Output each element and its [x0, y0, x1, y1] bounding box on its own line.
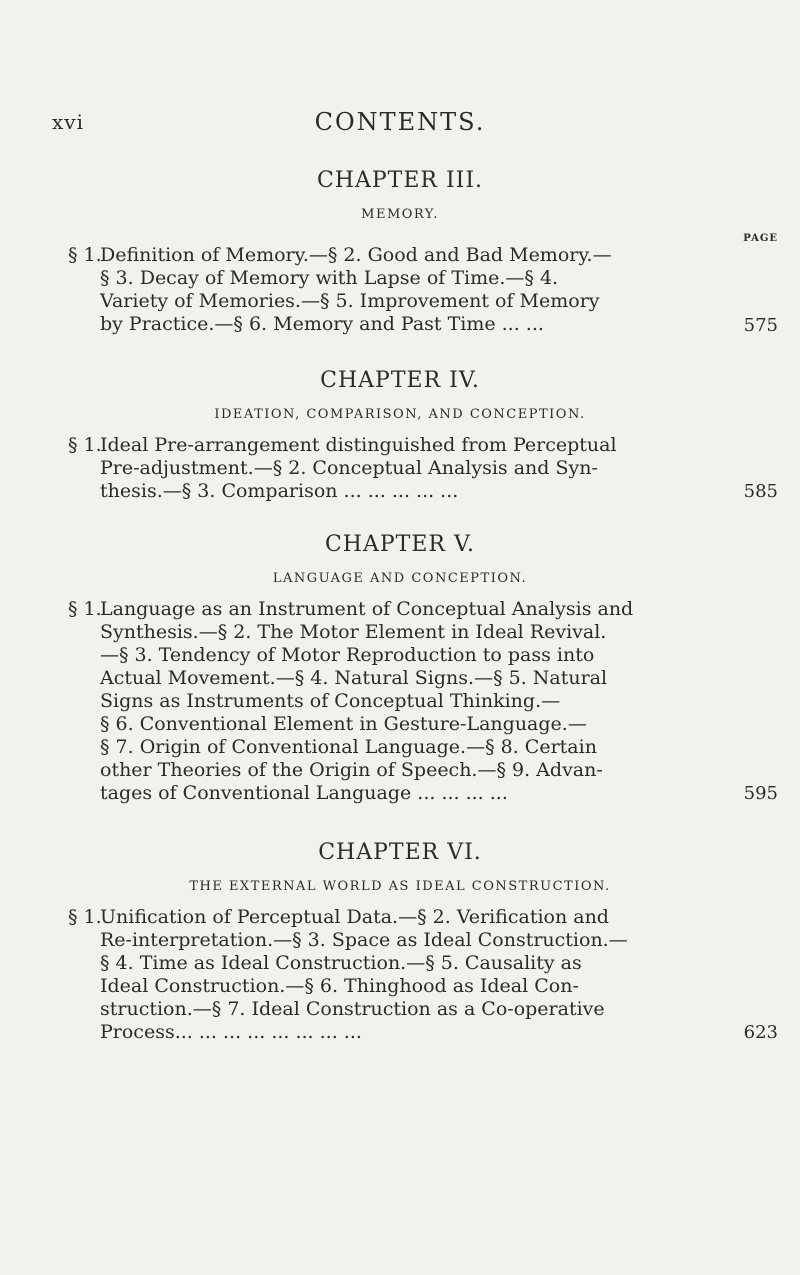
entry-text: Definition of Memory.—§ 2. Good and Bad Memory.— § 3. Decay of Memory with Lapse of Time.—§ 4. Variety of Memories.—§ 5. Improvement of Memory by Practice.—§ 6. Memory and Past Time ... ...: [100, 244, 612, 335]
entry-text: Ideal Pre-arrangement distinguished from Perceptual Pre-adjustment.—§ 2. Conceptual Analysis and Syn- thesis.—§ 3. Comparison ... ... ... ... ...: [100, 434, 617, 502]
chapter-4-entry: [68, 434, 748, 503]
chapter-subtitle: IDEATION, COMPARISON, AND CONCEPTION.: [214, 407, 586, 422]
chapter-6-entry: [68, 906, 748, 1044]
chapter-subtitle: LANGUAGE AND CONCEPTION.: [272, 571, 528, 586]
page-column-label: PAGE: [743, 233, 778, 244]
running-head: [0, 108, 800, 138]
chapter-subtitle: THE EXTERNAL WORLD AS IDEAL CONSTRUCTION.: [189, 879, 611, 894]
entry-text: Unification of Perceptual Data.—§ 2. Verification and Re-interpretation.—§ 3. Space as Ideal Construction.— § 4. Time as Ideal Construction.—§ 5. Causality as Ideal Construction.—§ 6. Thinghood as Ideal Con- struction.—§ 7. Ideal Construction as a Co-operative Process... ... ... ... ... ... ... ...: [100, 906, 628, 1043]
chapter-heading: CHAPTER III.: [316, 168, 484, 193]
chapter-subtitle: MEMORY.: [361, 207, 439, 222]
chapter-5: [0, 532, 800, 586]
folio-number: xvi: [52, 110, 84, 134]
chapter-heading: CHAPTER V.: [324, 532, 476, 557]
page-number: 575: [743, 315, 778, 336]
chapter-3-entry: [68, 244, 748, 336]
section-mark: § 1.: [68, 434, 102, 456]
chapter-heading: CHAPTER IV.: [320, 368, 480, 393]
section-mark: § 1.: [68, 244, 102, 266]
page-number: 585: [743, 481, 778, 502]
chapter-3: [0, 168, 800, 222]
chapter-6: [0, 840, 800, 894]
page-number: 595: [743, 783, 778, 804]
chapter-4: [0, 368, 800, 422]
chapter-5-entry: [68, 598, 748, 805]
chapter-heading: CHAPTER VI.: [318, 840, 482, 865]
section-mark: § 1.: [68, 598, 102, 620]
running-title: CONTENTS.: [314, 108, 486, 136]
section-mark: § 1.: [68, 906, 102, 928]
entry-text: Language as an Instrument of Conceptual Analysis and Synthesis.—§ 2. The Motor Element in Ideal Revival. —§ 3. Tendency of Motor Reproduction to pass into Actual Movement.—§ 4. Natural Signs.—§ 5. Natural Signs as Instruments of Conceptual Thinking.— § 6. Conventional Element in Gesture-Language.— § 7. Origin of Conventional Language.—§ 8. Certain other Theories of the Origin of Speech.—§ 9. Advan- tages of Conventional Language ... ... ... ...: [100, 598, 634, 804]
page-number: 623: [743, 1022, 778, 1043]
